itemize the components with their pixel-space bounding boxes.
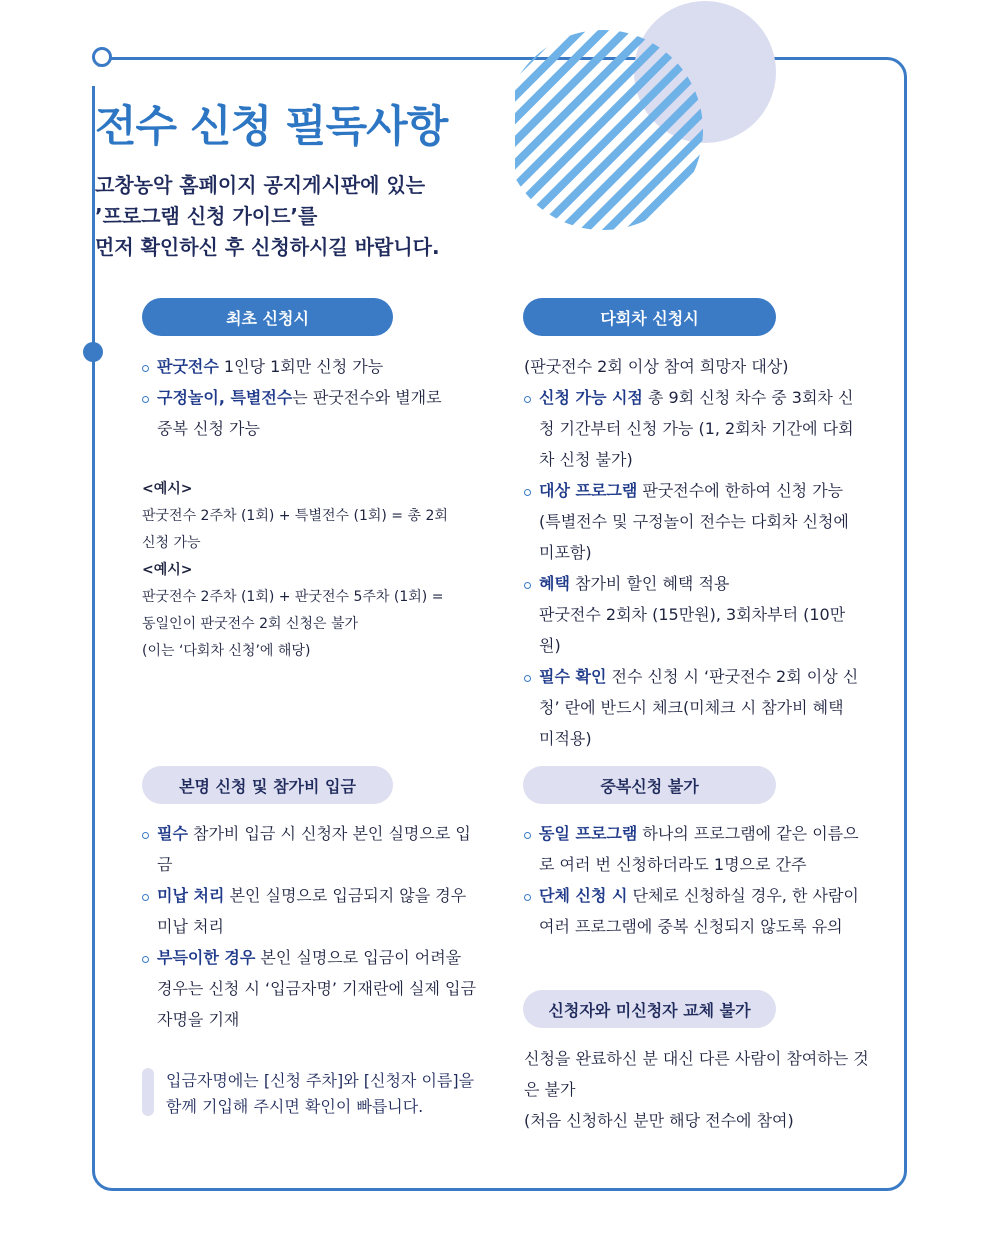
duplicate-heading: 중복신청 불가: [523, 766, 776, 804]
example-heading: <예시>: [142, 481, 193, 497]
example-line: 판굿전수 2주차 (1회) + 특별전수 (1회) = 총 2회: [142, 508, 448, 524]
multi-apply-heading: 다회차 신청시: [523, 298, 776, 336]
list-item: [142, 942, 477, 1035]
item-keyword: 판굿전수: [157, 357, 219, 376]
multi-apply-intro: (판굿전수 2회 이상 참여 희망자 대상): [524, 357, 789, 376]
list-item: [524, 382, 864, 475]
frame-dot-marker: [83, 342, 103, 362]
example-line: 신청 가능: [142, 535, 201, 551]
payment-note: 입금자명에는 [신청 주차]와 [신청자 이름]을 함께 기입해 주시면 확인이 빠릅니다.: [166, 1071, 475, 1116]
item-keyword: 대상 프로그램: [539, 481, 638, 500]
item-keyword: 혜택: [539, 574, 570, 593]
frame-ring-marker: [92, 47, 112, 67]
item-keyword: 필수: [157, 824, 188, 843]
list-item: [142, 880, 477, 942]
item-text: 참가비 입금 시 신청자 본인 실명으로 입금: [157, 824, 471, 874]
list-item: [142, 351, 462, 382]
list-item: [142, 818, 477, 880]
item-keyword: 미납 처리: [157, 886, 225, 905]
page-subtitle: [95, 170, 440, 263]
duplicate-list: [524, 818, 869, 942]
list-item: [524, 661, 864, 754]
example-heading: <예시>: [142, 562, 193, 578]
example-line: 동일인이 판굿전수 2회 신청은 불가: [142, 616, 359, 632]
swap-heading: 신청자와 미신청자 교체 불가: [523, 990, 776, 1028]
item-text: 본인 실명으로 입금되지 않을 경우 미납 처리: [157, 886, 467, 936]
first-apply-heading: 최초 신청시: [142, 298, 393, 336]
page-title: 전수 신청 필독사항: [95, 102, 448, 152]
item-text: 전수 신청 시 ‘판굿전수 2회 이상 신청’ 란에 반드시 체크(미체크 시 참가비 혜택 미적용): [539, 667, 859, 748]
subtitle-line: 먼저 확인하신 후 신청하시길 바랍니다.: [95, 235, 440, 259]
decorative-circles-graphic: [515, 0, 780, 235]
item-text: 1인당 1회만 신청 가능: [218, 357, 384, 376]
item-keyword: 단체 신청 시: [539, 886, 628, 905]
list-item: [524, 568, 864, 661]
first-apply-examples: [142, 476, 462, 665]
item-keyword: 필수 확인: [539, 667, 607, 686]
subtitle-line: 고창농악 홈페이지 공지게시판에 있는: [95, 173, 426, 197]
item-text: 단체로 신청하실 경우, 한 사람이 여러 프로그램에 중복 신청되지 않도록 유의: [539, 886, 859, 936]
swap-text-line: (처음 신청하신 분만 해당 전수에 참여): [524, 1111, 794, 1130]
list-item: [524, 475, 864, 568]
item-text: 참가비 할인 혜택 적용: [569, 574, 730, 593]
realname-heading: 본명 신청 및 참가비 입금: [142, 766, 393, 804]
item-text: 판굿전수에 한하여 신청 가능 (특별전수 및 구정놀이 전수는 다회차 신청에 미포함): [539, 481, 849, 562]
item-text: 판굿전수 2회차 (15만원), 3회차부터 (10만원): [539, 605, 846, 655]
realname-list: [142, 818, 477, 1035]
item-keyword: 구정놀이, 특별전수: [157, 388, 293, 407]
item-text: 는 판굿전수와 별개로 중복 신청 가능: [157, 388, 442, 438]
example-line: 판굿전수 2주차 (1회) + 판굿전수 5주차 (1회) =: [142, 589, 444, 605]
item-keyword: 동일 프로그램: [539, 824, 638, 843]
list-item: [142, 382, 462, 444]
item-text: 하나의 프로그램에 같은 이름으로 여러 번 신청하더라도 1명으로 간주: [539, 824, 859, 874]
list-item: [524, 818, 869, 880]
first-apply-list: [142, 351, 462, 444]
item-text: 총 9회 신청 차수 중 3회차 신청 기간부터 신청 가능 (1, 2회차 기간에 다회차 신청 불가): [539, 388, 854, 469]
example-line: (이는 ‘다회차 신청’에 해당): [142, 643, 311, 659]
item-keyword: 신청 가능 시점: [539, 388, 643, 407]
multi-apply-list: [524, 351, 864, 754]
subtitle-line: ’프로그램 신청 가이드’를: [95, 204, 318, 228]
item-text: 본인 실명으로 입금이 어려울 경우는 신청 시 ‘입금자명’ 기재란에 실제 입금자명을 기재: [157, 948, 476, 1029]
item-keyword: 부득이한 경우: [157, 948, 256, 967]
swap-text-line: 신청을 완료하신 분 대신 다른 사람이 참여하는 것은 불가: [524, 1049, 869, 1099]
list-item: [524, 880, 869, 942]
swap-text: [524, 1043, 869, 1136]
